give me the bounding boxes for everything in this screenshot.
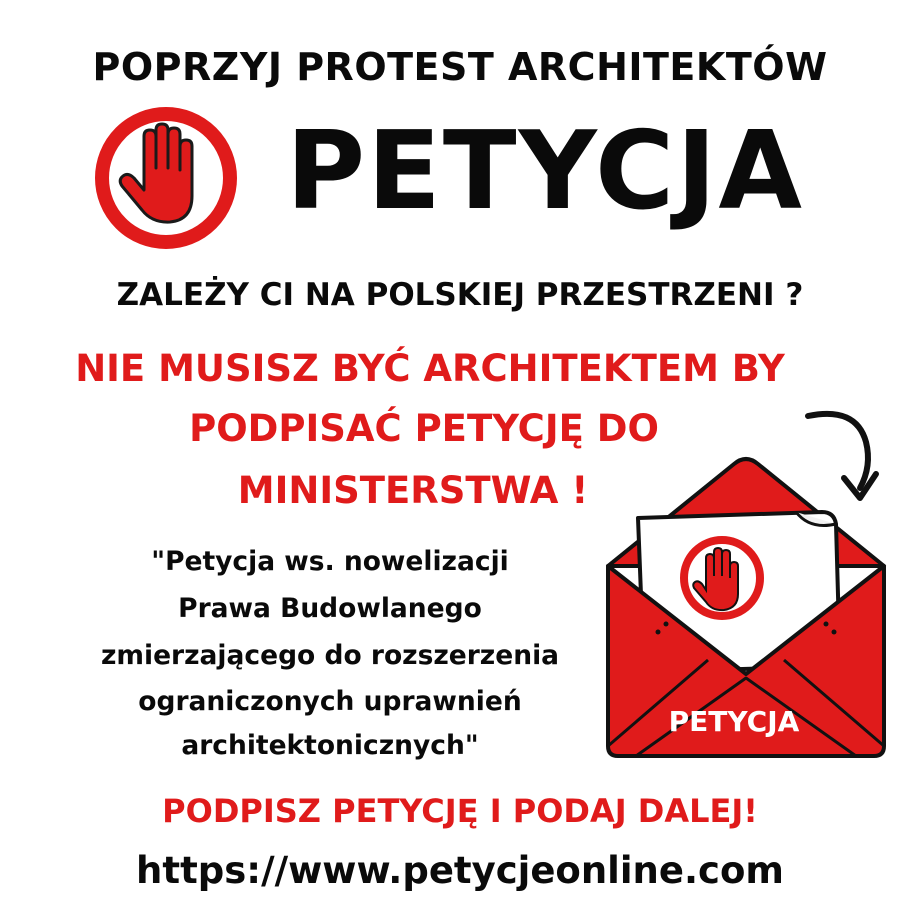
quote-line-2: Prawa Budowlanego: [178, 593, 482, 624]
quote-line-3: zmierzającego do rozszerzenia: [100, 640, 560, 671]
call-to-action: PODPISZ PETYCJĘ I PODAJ DALEJ!: [162, 792, 758, 830]
red-message-line-1: NIE MUSISZ BYĆ ARCHITEKTEM BY: [75, 347, 785, 390]
page-title: PETYCJA: [286, 109, 804, 234]
envelope-label: PETYCJA: [668, 705, 800, 738]
petition-url[interactable]: https://www.petycjeonline.com: [136, 849, 784, 892]
quote-line-5: architektonicznych": [181, 730, 479, 761]
headline: POPRZYJ PROTEST ARCHITEKTÓW: [92, 45, 828, 89]
red-message-line-2: PODPISAĆ PETYCJĘ DO: [189, 407, 659, 450]
quote-line-1: "Petycja ws. nowelizacji: [151, 546, 509, 577]
question-text: ZALEŻY CI NA POLSKIEJ PRZESTRZENI ?: [116, 277, 804, 313]
stop-hand-icon: [92, 104, 240, 252]
red-message-line-3: MINISTERSTWA !: [237, 469, 589, 512]
quote-line-4: ograniczonych uprawnień: [138, 686, 522, 717]
